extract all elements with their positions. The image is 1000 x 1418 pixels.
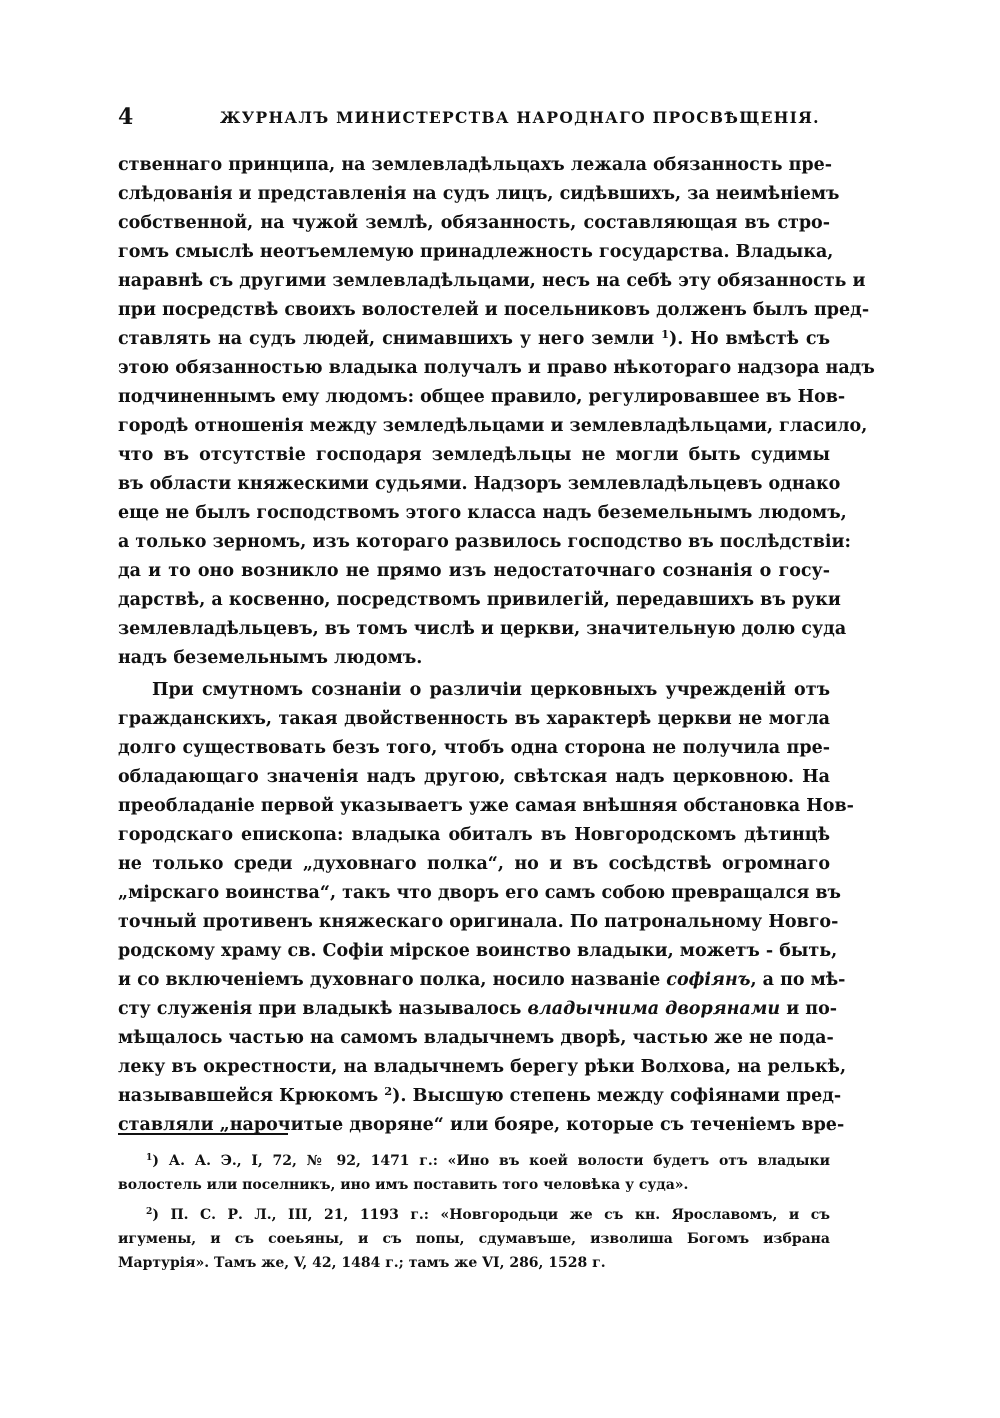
text-run: ) П. С. Р. Л., III, 21, 1193 г.: «Новгородьци же съ кн. Ярославомъ, и съ [152, 1207, 830, 1223]
text-run: ). Высшую степень между софіянами пред- [392, 1086, 842, 1106]
text-line: гражданскихъ, такая двойственность въ характерѣ церкви не могла [118, 709, 830, 729]
text-line: долго существовать безъ того, чтобъ одна сторона не получила пре- [118, 738, 830, 758]
text-line: а только зерномъ, изъ котораго развилось господство въ послѣдствіи: [118, 532, 851, 552]
text-line: мѣщалось частью на самомъ владычнемъ дворѣ, частью же не пода- [118, 1028, 834, 1048]
page-header [118, 104, 830, 134]
text-line: еще не былъ господствомъ этого класса надъ беземельнымъ людомъ, [118, 503, 847, 523]
footnote-ref-2[interactable]: 2 [384, 1083, 393, 1098]
italic-term: софіянъ [666, 970, 751, 990]
text-line: въ области княжескими судьями. Надзоръ землевладѣльцевъ однако [118, 474, 841, 494]
footnote-divider [118, 1133, 288, 1135]
text-line: собственной, на чужой землѣ, обязанность, составляющая въ стро- [118, 213, 830, 233]
text-line [118, 1082, 842, 1111]
text-line: ставляли „нарочитые дворяне“ или бояре, которые съ теченіемъ вре- [118, 1115, 845, 1135]
italic-term: владычнима дворянами [527, 999, 781, 1019]
text-line: что въ отсутствіе господаря земледѣльцы не могли быть судимы [118, 445, 830, 465]
text-line: леку въ окрестности, на владычнемъ берегу рѣки Волхова, на релькѣ, [118, 1057, 847, 1077]
text-line: ственнаго принципа, на землевладѣльцахъ лежала обязанность пре- [118, 155, 833, 175]
text-run: ставлять на судъ людей, снимавшихъ у него земли [118, 329, 655, 349]
text-line: родскому храму св. Софіи мірское воинство владыки, можетъ - быть, [118, 941, 838, 961]
text-run: и по- [780, 999, 838, 1019]
footnote-line: игумены, и съ соеьяны, и съ попы, сдумавъше, изволиша Богомъ избрана [118, 1231, 830, 1247]
footnote-marker-1: 1 [146, 1152, 153, 1163]
text-line: слѣдованія и представленія на судъ лицъ, сидѣвшихъ, за неимѣніемъ [118, 184, 840, 204]
text-line: При смутномъ сознаніи о различіи церковныхъ учрежденій отъ [152, 680, 830, 700]
text-line [118, 966, 846, 995]
text-run: ) А. А. Э., I, 72, № 92, 1471 г.: «Ино въ коей волости будетъ отъ владыки [152, 1153, 830, 1169]
footnote-line [118, 1149, 830, 1173]
text-line: гомъ смыслѣ неотъемлемую принадлежность государства. Владыка, [118, 242, 834, 262]
text-line: надъ беземельнымъ людомъ. [118, 648, 423, 668]
text-line: этою обязанностью владыка получалъ и право нѣкотораго надзора надъ [118, 358, 875, 378]
text-line: подчиненнымъ ему людомъ: общее правило, регулировавшее въ Нов- [118, 387, 846, 407]
text-run: сту служенія при владыкѣ называлось [118, 999, 522, 1019]
text-line: „мірскаго воинства“, такъ что дворъ его самъ собою превращался въ [118, 883, 841, 903]
footnote-line [118, 1203, 830, 1227]
footnote-marker-2: 2 [146, 1206, 153, 1217]
text-line: наравнѣ съ другими землевладѣльцами, несъ на себѣ эту обязанность и [118, 271, 866, 291]
text-line [118, 325, 830, 354]
text-line [118, 995, 838, 1024]
text-line: да и то оно возникло не прямо изъ недостаточнаго сознанія о госу- [118, 561, 830, 581]
text-line: городѣ отношенія между земледѣльцами и землевладѣльцами, гласило, [118, 416, 868, 436]
text-line: землевладѣльцевъ, въ томъ числѣ и церкви, значительную долю суда [118, 619, 847, 639]
text-line: обладающаго значенія надъ другою, свѣтская надъ церковною. На [118, 767, 830, 787]
text-line: преобладаніе первой указываетъ уже самая внѣшняя обстановка Нов- [118, 796, 854, 816]
footnote-ref-1[interactable]: 1 [661, 326, 669, 341]
running-title: ЖУРНАЛЪ МИНИСТЕРСТВА НАРОДНАГО ПРОСВѢЩЕНІЯ. [220, 108, 820, 127]
text-run: ). Но вмѣстѣ съ [668, 329, 830, 349]
footnote-line: Мартурія». Тамъ же, V, 42, 1484 г.; тамъ же VI, 286, 1528 г. [118, 1255, 606, 1271]
page-number: 4 [118, 104, 134, 130]
text-line: городскаго епископа: владыка обиталъ въ Новгородскомъ дѣтинцѣ [118, 825, 830, 845]
text-line: при посредствѣ своихъ волостелей и посельниковъ долженъ былъ пред- [118, 300, 870, 320]
text-run: и со включеніемъ духовнаго полка, носило названіе [118, 970, 661, 990]
body-text [118, 151, 875, 1140]
text-line: дарствѣ, а косвенно, посредствомъ привилегій, передавшихъ въ руки [118, 590, 841, 610]
text-run: называвшейся Крюкомъ [118, 1086, 379, 1106]
footnote-line: волостель или поселникъ, ино имъ поставить того человѣка у суда». [118, 1177, 689, 1193]
text-line: не только среди „духовнаго полка“, но и въ сосѣдствѣ огромнаго [118, 854, 830, 874]
footnotes [118, 1149, 830, 1275]
text-run: , а по мѣ- [750, 970, 846, 990]
text-line: точный противенъ княжескаго оригинала. По патрональному Новго- [118, 912, 839, 932]
